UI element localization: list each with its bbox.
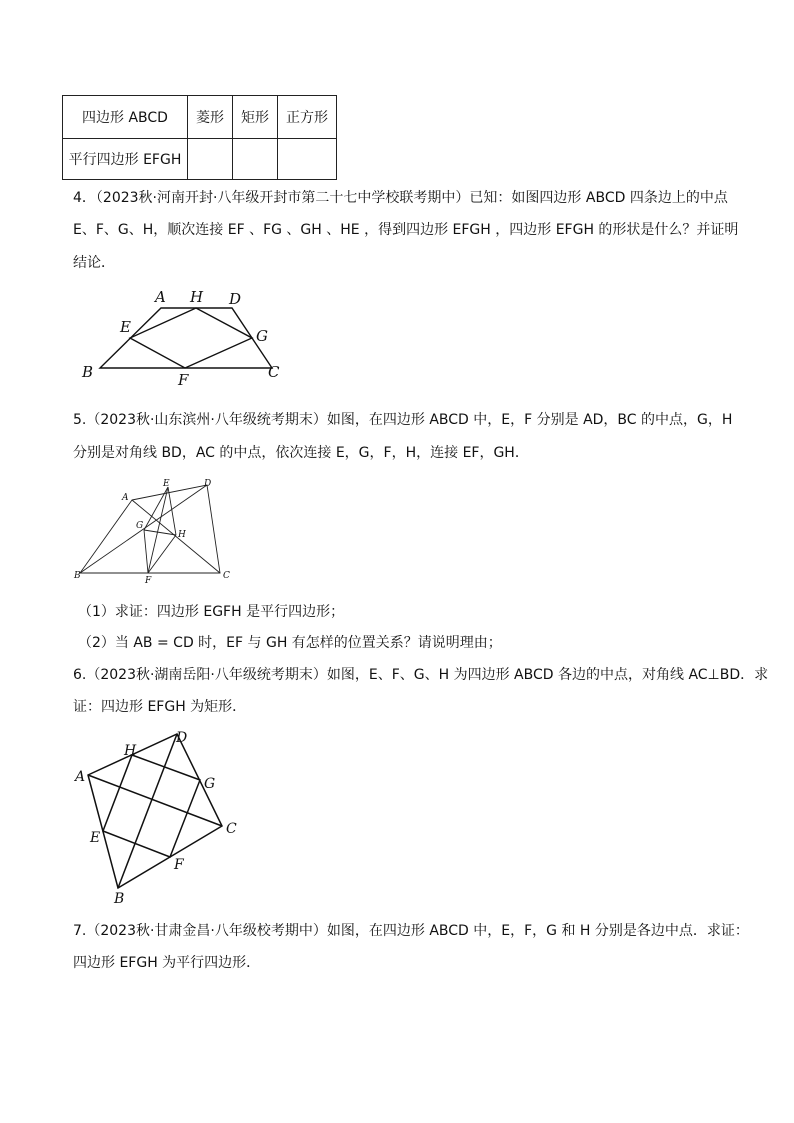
q6-label-g: G [204, 776, 216, 792]
q6-line-2: 证：四边形 EFGH 为矩形． [73, 699, 247, 715]
quadrilateral-type-table [62, 95, 337, 180]
q5-label-g: G [136, 521, 144, 531]
q4-label-g: G [256, 327, 268, 345]
q5-label-b: B [74, 571, 81, 581]
table-cell: 平行四边形 EFGH [63, 139, 188, 180]
q5-label-f: F [145, 576, 152, 585]
q5-quad-abcd [80, 485, 220, 573]
q6-label-b: B [114, 891, 125, 907]
q6-figure [70, 725, 250, 910]
q5-sub-1: （1）求证：四边形 EGFH 是平行四边形； [78, 604, 345, 620]
table-row [63, 139, 337, 180]
q6-label-e: E [90, 830, 101, 846]
q4-line-3: 结论． [73, 255, 115, 271]
q4-quad-efgh [130, 308, 252, 368]
q5-sub-2: （2）当 AB = CD 时，EF 与 GH 有怎样的位置关系？请说明理由； [78, 635, 502, 651]
q6-label-h: H [124, 743, 137, 759]
q6-label-a: A [75, 769, 86, 785]
q5-line-2: 分别是对角线 BD，AC 的中点，依次连接 E，G，F，H，连接 EF，GH． [73, 445, 529, 461]
q5-label-d: D [204, 479, 212, 489]
q4-label-e: E [120, 318, 131, 336]
q6-line-1: 6.（2023秋·湖南岳阳·八年级统考期末）如图，E、F、G、H 为四边形 ABCD 各边的中点，对角线 AC⊥BD．求 [73, 667, 769, 683]
table-row [63, 96, 337, 139]
q5-label-e: E [163, 479, 170, 489]
q5-figure [70, 475, 240, 585]
q5-segment-eg [144, 487, 168, 530]
q6-label-d: D [176, 730, 188, 746]
q5-diagonal-bd [80, 485, 207, 573]
table-cell [233, 139, 278, 180]
q4-label-b: B [82, 363, 94, 381]
q5-diagonal-ac [132, 500, 220, 573]
q5-label-c: C [223, 571, 230, 581]
q4-figure [75, 285, 295, 390]
q6-label-c: C [226, 821, 237, 837]
table-cell [278, 139, 337, 180]
q4-label-f: F [178, 371, 189, 389]
q4-label-a: A [155, 288, 166, 306]
q4-label-c: C [268, 363, 280, 381]
table-cell: 四边形 ABCD [63, 96, 188, 139]
q6-label-f: F [174, 857, 184, 873]
q6-quad-abcd [88, 734, 222, 888]
q4-line-2: E、F、G、H，顺次连接 EF 、FG 、GH 、HE ，得到四边形 EFGH ，四边形 EFGH 的形状是什么？并证明 [73, 222, 739, 238]
q6-quad-efgh [103, 755, 200, 857]
table-cell: 菱形 [188, 96, 233, 139]
table-cell [188, 139, 233, 180]
q5-label-a: A [122, 493, 129, 503]
table-cell: 矩形 [233, 96, 278, 139]
table-cell: 正方形 [278, 96, 337, 139]
q4-quad-abcd [100, 308, 272, 368]
q5-label-h: H [178, 530, 186, 540]
q4-line-1: 4．（2023秋·河南开封·八年级开封市第二十七中学校联考期中）已知：如图四边形 ABCD 四条边上的中点 [73, 190, 728, 206]
q5-line-1: 5.（2023秋·山东滨州·八年级统考期末）如图，在四边形 ABCD 中，E，F 分别是 AD，BC 的中点，G，H [73, 412, 733, 428]
q7-line-1: 7.（2023秋·甘肃金昌·八年级校考期中）如图，在四边形 ABCD 中，E，F，G 和 H 分别是各边中点．求证： [73, 923, 749, 939]
q4-label-h: H [190, 288, 204, 306]
q5-segment-gf [144, 530, 148, 573]
q7-line-2: 四边形 EFGH 为平行四边形． [73, 955, 261, 971]
q4-label-d: D [229, 290, 242, 308]
